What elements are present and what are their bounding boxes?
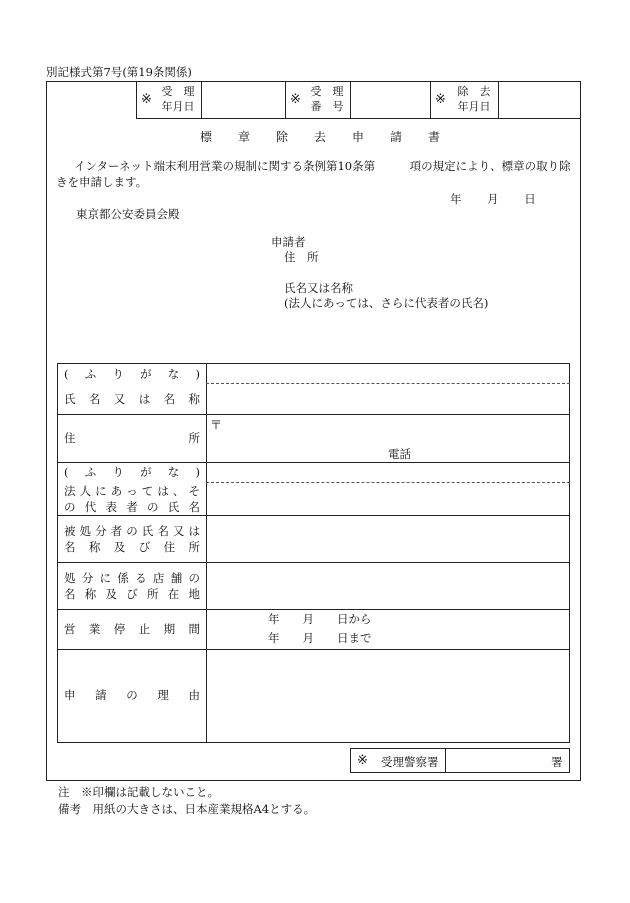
furigana-field[interactable] (207, 364, 569, 383)
asterisk-mark-icon: ※ (435, 92, 446, 107)
reason-field[interactable] (207, 650, 569, 742)
receipt-number-label-line2: 番 号 (310, 100, 344, 113)
removal-date-label-line1: 除 去 (457, 85, 491, 98)
receipt-date-label-cell (136, 81, 201, 119)
receipt-date-field[interactable] (201, 81, 285, 119)
representative-name-field[interactable] (207, 483, 569, 515)
name-field[interactable] (207, 384, 569, 414)
target-person-field[interactable] (207, 516, 569, 562)
target-person-label-line2: 名称及び住所 (64, 540, 200, 554)
removal-date-label-line2: 年月日 (457, 100, 491, 113)
furigana-label: (ふりがな) (64, 367, 200, 381)
receipt-number-label-cell (285, 81, 350, 119)
postal-mark: 〒 (210, 418, 223, 432)
suspension-to-date[interactable]: 年 月 日まで (268, 631, 372, 645)
representative-furigana-field[interactable] (207, 463, 569, 482)
form-number-label: 別記様式第7号(第19条関係) (46, 65, 192, 79)
police-station-label: 受理警察署 (381, 755, 439, 769)
remark-line: 備考 用紙の大きさは、日本産業規格A4とする。 (58, 802, 316, 816)
store-label-line2: 名称及び所在地 (64, 587, 200, 601)
receipt-date-label-line1: 受 理 (161, 85, 195, 98)
applicant-name-label: 氏名又は名称 (284, 281, 353, 295)
representative-label-line1: 法人にあっては、そ (64, 484, 200, 498)
form-title: 標章除去申請書 (200, 130, 467, 144)
receipt-date-label-line2: 年月日 (161, 100, 195, 113)
request-paragraph-line1: インターネット端末利用営業の規制に関する条例第10条第 項の規定により、標章の取り除 (74, 159, 571, 173)
applicant-address-label: 住 所 (284, 250, 319, 264)
store-label (64, 570, 200, 602)
target-person-label-line1: 被処分者の氏名又は (64, 524, 200, 538)
suspension-period-label: 営業停止期間 (64, 622, 200, 636)
request-paragraph-line2: きを申請します。 (56, 175, 148, 189)
applicant-name-note: (法人にあっては、さらに代表者の氏名) (284, 296, 489, 310)
police-station-box (350, 748, 570, 773)
reason-label: 申請の理由 (64, 688, 200, 702)
receipt-number-label-line1: 受 理 (310, 85, 344, 98)
furigana-label-2: (ふりがな) (64, 465, 200, 479)
store-field[interactable] (207, 563, 569, 609)
representative-label (64, 483, 200, 515)
name-or-title-label: 氏名又は名称 (64, 392, 200, 406)
addressee: 東京都公安委員会殿 (76, 207, 180, 221)
request-paragraph (56, 158, 586, 190)
applicant-label: 申請者 (271, 235, 306, 249)
asterisk-mark-icon: ※ (357, 753, 368, 768)
asterisk-mark-icon: ※ (290, 92, 301, 107)
removal-date-field[interactable] (498, 81, 581, 119)
asterisk-mark-icon: ※ (141, 92, 152, 107)
application-date[interactable]: 年 月 日 (450, 192, 536, 206)
target-person-label (64, 523, 200, 555)
note-line: 注 ※印欄は記載しないこと。 (58, 785, 219, 799)
police-station-suffix: 署 (551, 755, 563, 769)
removal-date-label-cell (430, 81, 498, 119)
address-label: 住所 (64, 431, 200, 445)
phone-label: 電話 (388, 447, 411, 461)
store-label-line1: 処分に係る店舗の (64, 571, 200, 585)
address-field[interactable] (207, 415, 569, 462)
suspension-from-date[interactable]: 年 月 日から (268, 612, 372, 626)
receipt-number-field[interactable] (350, 81, 430, 119)
representative-label-line2: の代表者の氏名 (64, 500, 200, 514)
